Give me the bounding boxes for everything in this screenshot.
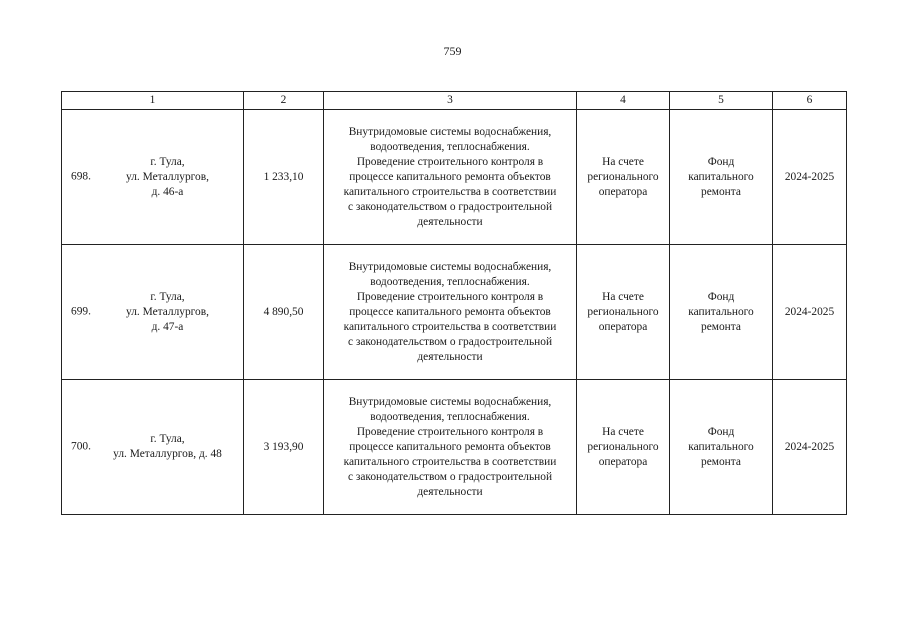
account-line: оператора	[598, 185, 648, 198]
fund-line: капитального	[688, 170, 754, 183]
fund-line: капитального	[688, 440, 754, 453]
fund-line: ремонта	[701, 455, 741, 468]
works-line: Проведение строительного контроля в	[356, 290, 544, 303]
row-number: 699.	[71, 305, 91, 318]
column-header: 1	[62, 92, 244, 110]
fund-cell	[670, 245, 773, 380]
works-line: Проведение строительного контроля в	[356, 425, 544, 438]
table-row	[62, 110, 847, 245]
works-line: водоотведения, теплоснабжения.	[370, 140, 530, 153]
address-line: ул. Металлургов, д. 48	[113, 448, 222, 460]
fund-line: ремонта	[701, 185, 741, 198]
address-line: г. Тула,	[150, 155, 185, 168]
account-line: На счете	[602, 290, 644, 303]
account-line: регионального	[587, 305, 659, 318]
table-header-row	[62, 92, 847, 110]
works-line: капитального строительства в соответствии	[343, 320, 557, 333]
address-line: г. Тула,	[150, 433, 185, 445]
fund-cell	[670, 380, 773, 515]
fund-cell	[670, 110, 773, 245]
cost-cell: 3 193,90	[244, 380, 324, 515]
address-line: ул. Металлургов,	[126, 305, 209, 318]
fund-line: Фонд	[707, 155, 735, 168]
account-line: оператора	[598, 455, 648, 468]
account-line: регионального	[587, 440, 659, 453]
column-header: 4	[577, 92, 670, 110]
fund-line: Фонд	[707, 425, 735, 438]
address-line: ул. Металлургов,	[126, 170, 209, 183]
address-cell	[62, 380, 244, 515]
works-line: с законодательством о градостроительной	[347, 335, 553, 348]
period-cell: 2024-2025	[773, 380, 847, 515]
cost-cell: 4 890,50	[244, 245, 324, 380]
account-cell	[577, 110, 670, 245]
works-line: деятельности	[417, 485, 483, 498]
account-cell	[577, 245, 670, 380]
works-line: водоотведения, теплоснабжения.	[370, 275, 530, 288]
row-number: 700.	[71, 440, 91, 453]
account-line: На счете	[602, 425, 644, 438]
period-cell: 2024-2025	[773, 110, 847, 245]
works-line: капитального строительства в соответствии	[343, 185, 557, 198]
column-header: 2	[244, 92, 324, 110]
address-cell	[62, 245, 244, 380]
cost-cell: 1 233,10	[244, 110, 324, 245]
account-cell	[577, 380, 670, 515]
fund-line: ремонта	[701, 320, 741, 333]
row-number: 698.	[71, 170, 91, 183]
works-cell	[324, 380, 577, 515]
works-line: процессе капитального ремонта объектов	[349, 305, 551, 318]
column-header: 6	[773, 92, 847, 110]
account-line: регионального	[587, 170, 659, 183]
works-line: Проведение строительного контроля в	[356, 155, 544, 168]
address-cell	[62, 110, 244, 245]
column-header: 3	[324, 92, 577, 110]
works-line: капитального строительства в соответствии	[343, 455, 557, 468]
works-line: деятельности	[417, 350, 483, 363]
fund-line: Фонд	[707, 290, 735, 303]
works-cell	[324, 245, 577, 380]
data-table	[61, 91, 847, 515]
table-row	[62, 245, 847, 380]
works-line: деятельности	[417, 215, 483, 228]
fund-line: капитального	[688, 305, 754, 318]
works-line: с законодательством о градостроительной	[347, 200, 553, 213]
works-line: процессе капитального ремонта объектов	[349, 170, 551, 183]
works-line: Внутридомовые системы водоснабжения,	[348, 125, 552, 138]
page-number: 759	[443, 44, 462, 58]
works-line: Внутридомовые системы водоснабжения,	[348, 260, 552, 273]
address-line: д. 47-а	[151, 320, 184, 333]
column-header: 5	[670, 92, 773, 110]
works-line: Внутридомовые системы водоснабжения,	[348, 395, 552, 408]
period-cell: 2024-2025	[773, 245, 847, 380]
account-line: На счете	[602, 155, 644, 168]
table-row	[62, 380, 847, 515]
works-line: процессе капитального ремонта объектов	[349, 440, 551, 453]
works-cell	[324, 110, 577, 245]
works-line: водоотведения, теплоснабжения.	[370, 410, 530, 423]
address-line: г. Тула,	[150, 290, 185, 303]
address-line: д. 46-а	[151, 185, 184, 198]
account-line: оператора	[598, 320, 648, 333]
works-line: с законодательством о градостроительной	[347, 470, 553, 483]
